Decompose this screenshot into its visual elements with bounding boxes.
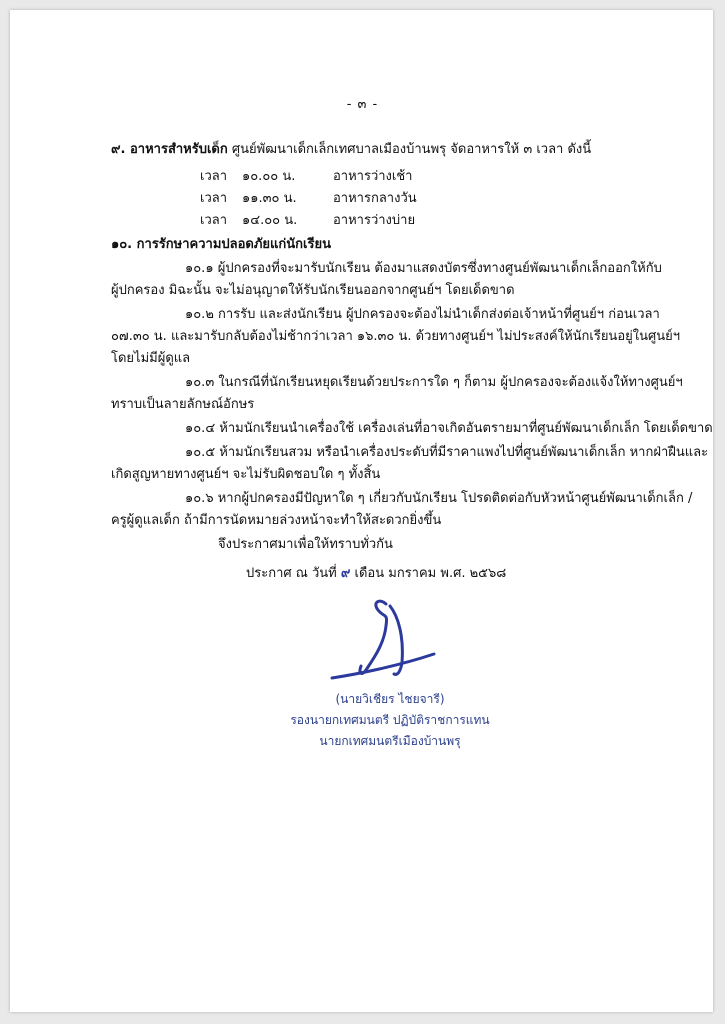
body-line: ๑๐.๒ การรับ และส่งนักเรียน ผู้ปกครองจะต้องไม่นำเด็กส่งต่อเจ้าหน้าที่ศูนย์ฯ ก่อนเวลา [185,307,660,322]
section-9-text: ศูนย์พัฒนาเด็กเล็กเทศบาลเมืองบ้านพรุ จัดอาหารให้ ๓ เวลา ดังนี้ [231,142,592,157]
page-number: - ๓ - [346,97,379,112]
body-line: ๑๐.๔ ห้ามนักเรียนนำเครื่องใช้ เครื่องเล่นที่อาจเกิดอันตรายมาที่ศูนย์พัฒนาเด็กเล็ก โดยเด็ดขาด [185,421,713,436]
body-line: ๑๐.๖ หากผู้ปกครองมีปัญหาใด ๆ เกี่ยวกับนักเรียน โปรดติดต่อกับหัวหน้าศูนย์พัฒนาเด็กเล็ก / [185,491,693,506]
body-line: ๑๐.๑ ผู้ปกครองที่จะมารับนักเรียน ต้องมาแสดงบัตรซึ่งทางศูนย์พัฒนาเด็กเล็กออกให้กับ [185,261,662,276]
body-line: ๐๗.๓๐ น. และมารับกลับต้องไม่ช้ากว่าเวลา ๑๖.๓๐ น. ด้วยทางศูนย์ฯ ไม่ประสงค์ให้นักเรียนอยู่ในศูนย์ฯ [111,329,681,344]
meal-time: ๑๑.๓๐ น. [242,191,297,206]
body-line: ผู้ปกครอง มิฉะนั้น จะไม่อนุญาตให้รับนักเรียนออกจากศูนย์ฯ โดยเด็ดขาด [111,283,515,298]
date-prefix: ประกาศ ณ วันที่ [246,566,337,581]
signer-position: รองนายกเทศมนตรี ปฏิบัติราชการแทน [290,713,490,727]
meal-label: เวลา [200,191,228,206]
body-line: เกิดสูญหายทางศูนย์ฯ จะไม่รับผิดชอบใด ๆ ทั้งสิ้น [111,467,381,482]
body-line: ครูผู้ดูแลเด็ก ถ้ามีการนัดหมายล่วงหน้าจะทำให้สะดวกยิ่งขึ้น [111,513,442,528]
section-9-line [111,141,591,159]
announcement-date [246,565,506,583]
body-line: โดยไม่มีผู้ดูแล [111,351,191,366]
meal-name: อาหารว่างบ่าย [333,213,416,228]
body-line: ทราบเป็นลายลักษณ์อักษร [111,397,255,412]
meal-label: เวลา [200,213,228,228]
section-9-heading: ๙. อาหารสำหรับเด็ก [111,142,228,157]
document-page [10,10,713,1012]
meal-name: อาหารว่างเช้า [333,169,413,184]
date-suffix: เดือน มกราคม พ.ศ. ๒๕๖๘ [354,566,507,581]
meal-time: ๑๔.๐๐ น. [242,213,298,228]
body-line: ๑๐.๓ ในกรณีที่นักเรียนหยุดเรียนด้วยประการใด ๆ ก็ตาม ผู้ปกครองจะต้องแจ้งให้ทางศูนย์ฯ [185,375,683,390]
signature-mark [328,596,438,686]
meal-name: อาหารกลางวัน [333,191,417,206]
date-day: ๙ [340,566,351,581]
signer-name: (นายวิเชียร ไชยจารี) [335,692,445,706]
section-10-heading: ๑๐. การรักษาความปลอดภัยแก่นักเรียน [111,237,331,252]
meal-time: ๑๐.๐๐ น. [242,169,296,184]
closing-line: จึงประกาศมาเพื่อให้ทราบทั่วกัน [218,537,393,552]
meal-label: เวลา [200,169,228,184]
body-line: ๑๐.๕ ห้ามนักเรียนสวม หรือนำเครื่องประดับที่มีราคาแพงไปที่ศูนย์พัฒนาเด็กเล็ก หากฝ่าฝืนและ [185,445,709,460]
signer-position: นายกเทศมนตรีเมืองบ้านพรุ [319,734,461,748]
